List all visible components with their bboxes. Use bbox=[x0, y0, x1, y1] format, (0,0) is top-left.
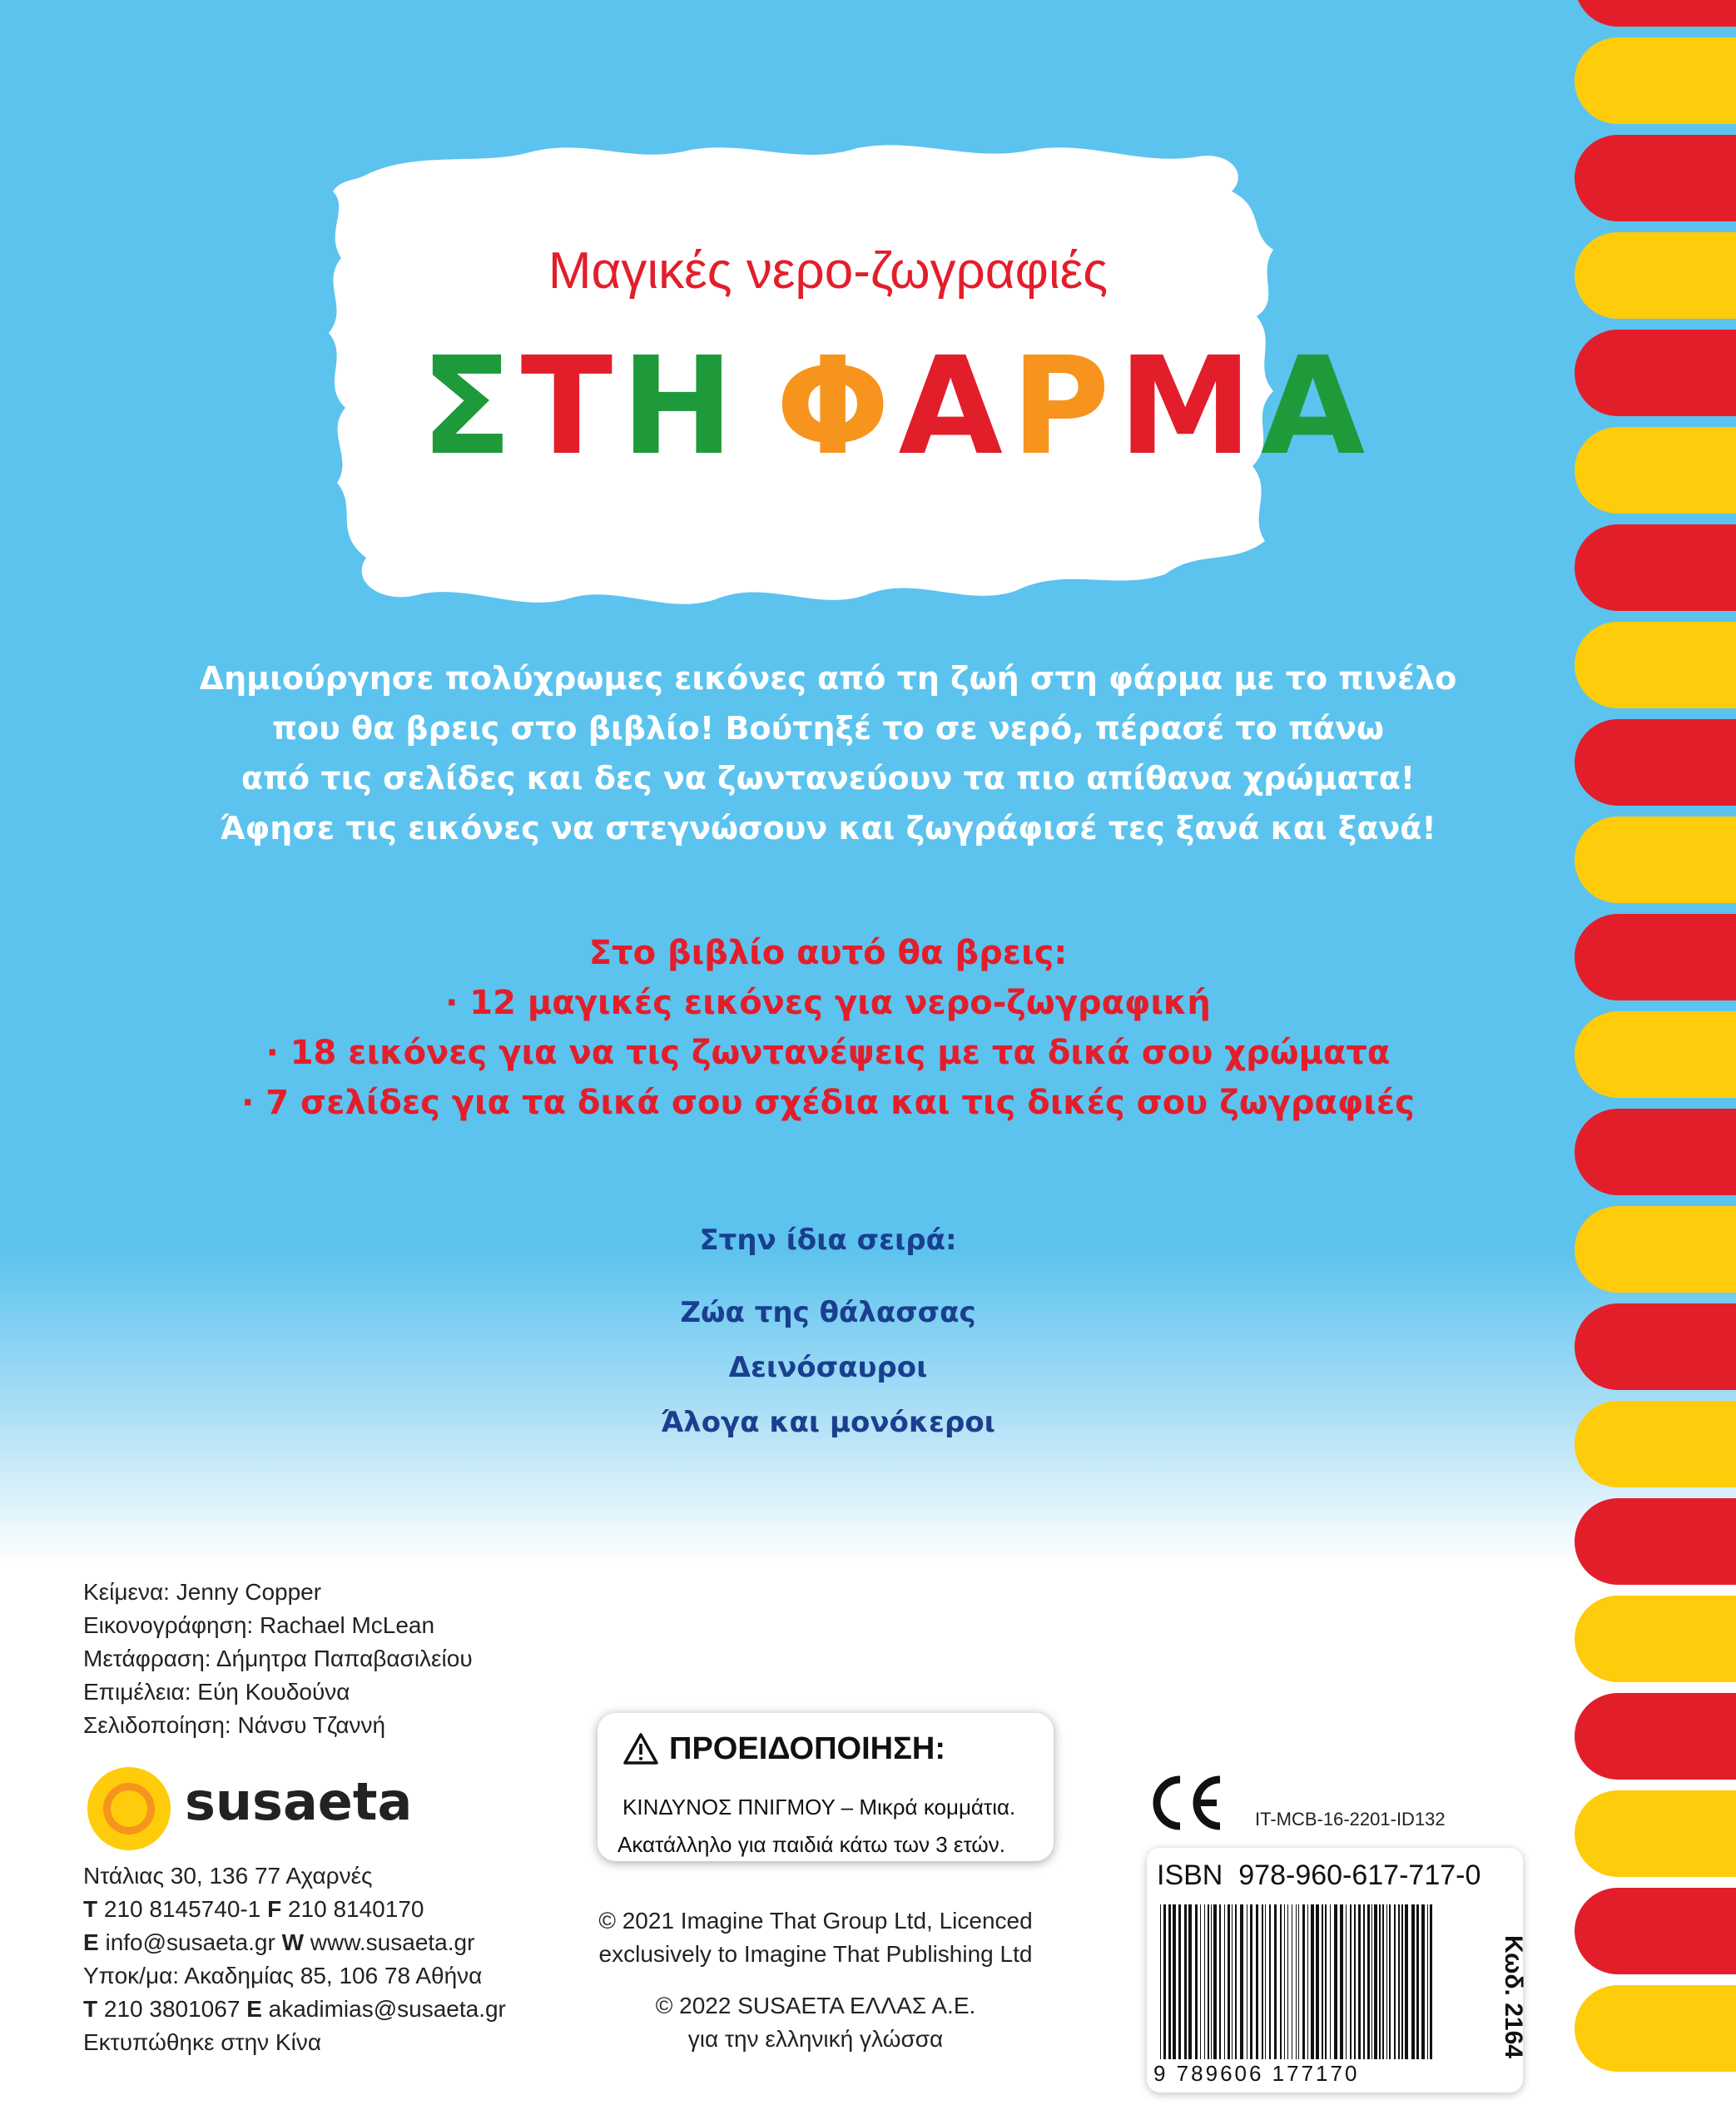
series-book: Άλογα και μονόκεροι bbox=[661, 1406, 995, 1439]
side-stripe bbox=[1575, 1790, 1736, 1877]
series-title: Μαγικές νερο-ζωγραφιές bbox=[548, 242, 1109, 300]
barcode-bar bbox=[1235, 1904, 1237, 2059]
description-line: Άφησε τις εικόνες να στεγνώσουν και ζωγράφισέ τες ξανά και ξανά! bbox=[220, 810, 1436, 846]
barcode-bar bbox=[1340, 1904, 1343, 2059]
product-kod: Κωδ. 2164 bbox=[1500, 1935, 1527, 2058]
safety-warning bbox=[598, 1713, 1054, 1861]
barcode-bar bbox=[1163, 1904, 1166, 2059]
barcode-bar bbox=[1232, 1904, 1233, 2059]
title-letter: Α bbox=[898, 329, 1011, 485]
barcode-digits: 9 789606 177170 bbox=[1153, 2061, 1360, 2086]
barcode-bar bbox=[1211, 1904, 1212, 2059]
barcode-bar bbox=[1274, 1904, 1277, 2059]
side-stripe bbox=[1575, 1985, 1736, 2072]
barcode-bar bbox=[1374, 1904, 1377, 2059]
printed-line: Εκτυπώθηκε στην Κίνα bbox=[83, 2029, 322, 2055]
barcode-bar bbox=[1256, 1904, 1258, 2059]
barcode-bar bbox=[1296, 1904, 1297, 2059]
warning-line: Ακατάλληλο για παιδιά κάτω των 3 ετών. bbox=[618, 1832, 1005, 1857]
barcode-bar bbox=[1325, 1904, 1327, 2059]
features-list bbox=[0, 928, 1656, 1128]
copyright-susaeta bbox=[549, 1989, 1082, 2056]
barcode-bar bbox=[1298, 1904, 1299, 2059]
barcode-bar bbox=[1200, 1904, 1201, 2059]
barcode-bar bbox=[1224, 1904, 1225, 2059]
barcode-bar bbox=[1398, 1904, 1400, 2059]
side-stripe bbox=[1575, 1888, 1736, 1974]
branch-line: Υποκ/μα: Ακαδημίας 85, 106 78 Αθήνα bbox=[83, 1963, 483, 1988]
barcode-bar bbox=[1240, 1904, 1243, 2059]
barcode-bar bbox=[1208, 1904, 1209, 2059]
barcode-bar bbox=[1188, 1904, 1192, 2059]
barcode-bar bbox=[1421, 1904, 1425, 2059]
warning-title: ΠΡΟΕΙΔΟΠΟΙΗΣΗ: bbox=[669, 1731, 945, 1766]
barcode-bar bbox=[1411, 1904, 1415, 2059]
side-stripe bbox=[1575, 1596, 1736, 1682]
features-heading: Στο βιβλίο αυτό θα βρεις: bbox=[588, 934, 1068, 972]
side-stripe bbox=[1575, 330, 1736, 416]
barcode-bar bbox=[1394, 1904, 1396, 2059]
title-letter: Φ bbox=[775, 329, 899, 485]
barcode-bar bbox=[1430, 1904, 1432, 2059]
credit-line: Σελιδοποίηση: Νάνσυ Τζαννή bbox=[83, 1712, 386, 1738]
barcode-bar bbox=[1382, 1904, 1384, 2059]
copyright-line: © 2021 Imagine That Group Ltd, Licenced bbox=[598, 1908, 1033, 1934]
barcode-bar bbox=[1173, 1904, 1176, 2059]
description-line: Δημιούργησε πολύχρωμες εικόνες από τη ζωή στη φάρμα με το πινέλο bbox=[199, 660, 1457, 697]
barcode-bar bbox=[1265, 1904, 1266, 2059]
barcode-bar bbox=[1401, 1904, 1403, 2059]
series-book: Δεινόσαυροι bbox=[728, 1351, 928, 1384]
credit-line: Εικονογράφηση: Rachael McLean bbox=[83, 1612, 435, 1638]
barcode-bar bbox=[1350, 1904, 1352, 2059]
product-code: IT-MCB-16-2201-ID132 bbox=[1255, 1809, 1446, 1829]
publisher-address bbox=[83, 1859, 506, 2059]
barcode-bar bbox=[1405, 1904, 1408, 2059]
barcode-bar bbox=[1367, 1904, 1370, 2059]
same-series-heading: Στην ίδια σειρά: bbox=[699, 1224, 957, 1257]
barcode-bar bbox=[1307, 1904, 1308, 2059]
barcode-bar bbox=[1334, 1904, 1337, 2059]
barcode-bar bbox=[1195, 1904, 1198, 2059]
barcode-bar bbox=[1280, 1904, 1282, 2059]
branch-contact-line: T 210 3801067 E akadimias@susaeta.gr bbox=[83, 1996, 506, 2022]
ce-mark bbox=[1147, 1773, 1227, 1836]
barcode-bar bbox=[1284, 1904, 1285, 2059]
barcode-bar bbox=[1269, 1904, 1271, 2059]
barcode-bar bbox=[1363, 1904, 1365, 2059]
side-stripe bbox=[1575, 524, 1736, 611]
copyright-line: © 2022 SUSAETA ΕΛΛΑΣ Α.Ε. bbox=[655, 1993, 976, 2018]
side-stripe bbox=[1575, 1498, 1736, 1585]
barcode-bar bbox=[1389, 1904, 1391, 2059]
title-letter: Ρ bbox=[1010, 329, 1118, 485]
description-line: που θα βρεις στο βιβλίο! Βούτηξέ το σε νερό, πέρασέ το πάνω bbox=[271, 710, 1385, 747]
barcode-bar bbox=[1354, 1904, 1356, 2059]
barcode-bar bbox=[1371, 1904, 1372, 2059]
barcode-bar bbox=[1427, 1904, 1428, 2059]
credits bbox=[83, 1576, 473, 1742]
feature-item: · 12 μαγικές εικόνες για νερο-ζωγραφική bbox=[445, 984, 1211, 1022]
isbn-line: ISBN 978-960-617-717-0 bbox=[1157, 1859, 1481, 1891]
sun-logo-icon bbox=[83, 1763, 175, 1854]
copyright-line: exclusively to Imagine That Publishing Ltd bbox=[598, 1941, 1033, 1967]
side-stripe bbox=[1575, 0, 1736, 27]
barcode-bar bbox=[1358, 1904, 1361, 2059]
publisher-logo bbox=[83, 1763, 466, 1854]
title-letter: Α bbox=[1260, 329, 1374, 485]
title-letter: Μ bbox=[1118, 329, 1261, 485]
barcode-bar bbox=[1386, 1904, 1387, 2059]
barcode-bar bbox=[1416, 1904, 1419, 2059]
barcode-bar bbox=[1316, 1904, 1319, 2059]
phone-line: T 210 8145740-1 F 210 8140170 bbox=[83, 1896, 424, 1922]
publisher-name: susaeta bbox=[185, 1771, 413, 1832]
same-series bbox=[0, 1224, 1656, 1450]
barcode-bar bbox=[1346, 1904, 1347, 2059]
barcode-bar bbox=[1287, 1904, 1288, 2059]
book-title bbox=[420, 329, 1374, 485]
copyright-line: για την ελληνική γλώσσα bbox=[687, 2026, 944, 2052]
email-line: E info@susaeta.gr W www.susaeta.gr bbox=[83, 1929, 475, 1955]
barcode-bar bbox=[1178, 1904, 1181, 2059]
barcode-bar bbox=[1379, 1904, 1381, 2059]
side-stripe bbox=[1575, 1693, 1736, 1780]
credit-line: Μετάφραση: Δήμητρα Παπαβασιλείου bbox=[83, 1646, 473, 1671]
description-line: από τις σελίδες και δες να ζωντανεύουν τα πιο απίθανα χρώματα! bbox=[241, 760, 1416, 797]
isbn-barcode-box bbox=[1147, 1848, 1527, 2093]
barcode-bar bbox=[1302, 1904, 1305, 2059]
description bbox=[0, 653, 1656, 853]
title-letter: Η bbox=[621, 329, 742, 485]
barcode-bar bbox=[1184, 1904, 1187, 2059]
barcode-bar bbox=[1219, 1904, 1221, 2059]
warning-line: ΚΙΝΔΥΝΟΣ ΠΝΙΓΜΟΥ – Μικρά κομμάτια. bbox=[622, 1795, 1016, 1820]
credit-line: Επιμέλεια: Εύη Κουδούνα bbox=[83, 1679, 350, 1705]
warning-triangle-icon bbox=[622, 1732, 659, 1765]
title-letter bbox=[742, 340, 776, 474]
barcode-bar bbox=[1213, 1904, 1217, 2059]
barcode-bar bbox=[1311, 1904, 1314, 2059]
barcode-bar bbox=[1262, 1904, 1263, 2059]
copyright-imagine bbox=[549, 1904, 1082, 1971]
title-letter: Τ bbox=[520, 329, 622, 485]
feature-item: · 18 εικόνες για να τις ζωντανέψεις με τα δικά σου χρώματα bbox=[265, 1034, 1391, 1072]
address-line: Ντάλιας 30, 136 77 Αχαρνές bbox=[83, 1863, 373, 1889]
series-book: Ζώα της θάλασσας bbox=[680, 1296, 976, 1329]
feature-item: · 7 σελίδες για τα δικά σου σχέδια και τις δικές σου ζωγραφιές bbox=[241, 1084, 1415, 1122]
side-stripe bbox=[1575, 427, 1736, 514]
barcode-bar bbox=[1204, 1904, 1205, 2059]
title-letter: Σ bbox=[420, 329, 521, 485]
barcode-bar bbox=[1228, 1904, 1230, 2059]
barcode bbox=[1157, 1904, 1440, 2059]
side-stripe bbox=[1575, 37, 1736, 124]
barcode-bar bbox=[1322, 1904, 1323, 2059]
credit-line: Κείμενα: Jenny Copper bbox=[83, 1579, 322, 1605]
barcode-bar bbox=[1330, 1904, 1331, 2059]
barcode-bar bbox=[1250, 1904, 1252, 2059]
barcode-bar bbox=[1168, 1904, 1171, 2059]
side-stripe bbox=[1575, 135, 1736, 221]
barcode-bar bbox=[1160, 1904, 1161, 2059]
